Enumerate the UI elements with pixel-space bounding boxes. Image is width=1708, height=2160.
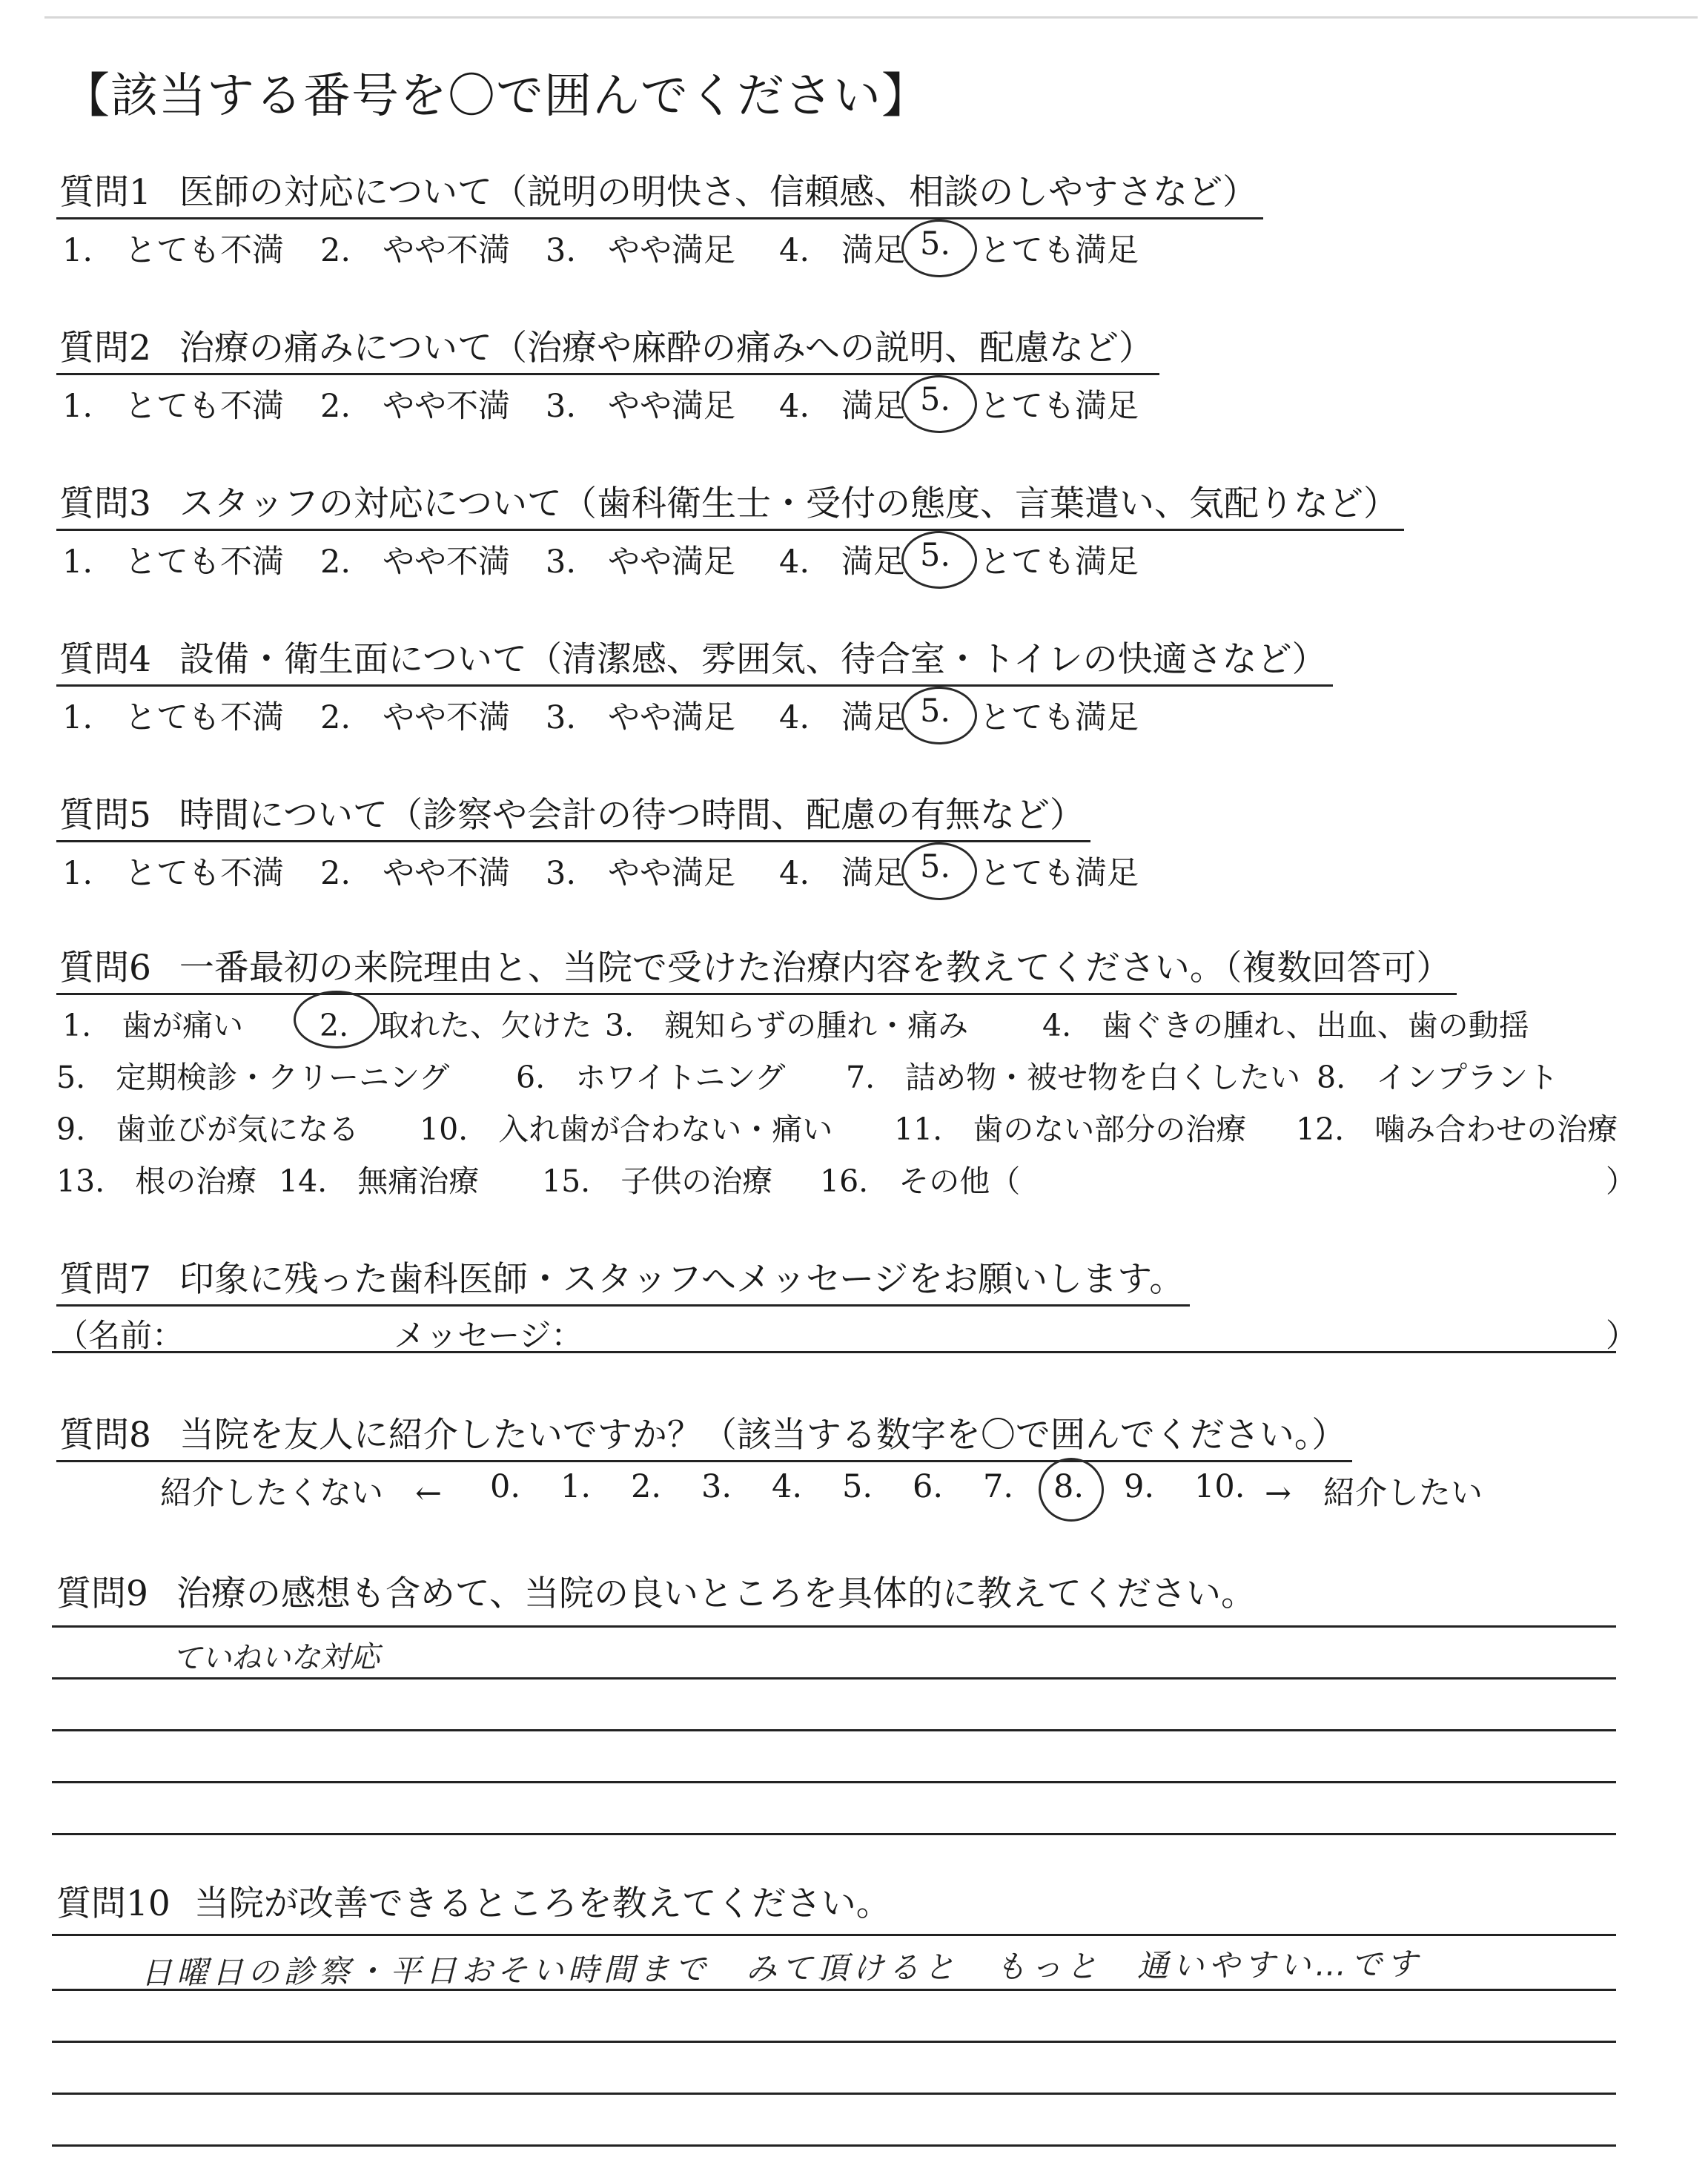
choice-3[interactable]: 3. やや満足 xyxy=(546,388,736,425)
question-title xyxy=(56,165,1263,219)
answer-circle xyxy=(901,375,977,433)
nps-option-6[interactable]: 6. xyxy=(913,1468,944,1505)
question-text: スタッフの対応について（歯科衛生士・受付の態度、言葉遣い、気配りなど） xyxy=(179,483,1398,524)
nps-option-7[interactable]: 7. xyxy=(983,1468,1014,1505)
question-title xyxy=(56,1252,1190,1307)
choice-2[interactable]: 2. やや不満 xyxy=(320,544,511,581)
nps-option-2[interactable]: 2. xyxy=(631,1468,662,1505)
q10-writing-line[interactable] xyxy=(52,1934,1616,1936)
q10-writing-line[interactable] xyxy=(52,2144,1616,2147)
choice-5[interactable]: 5. xyxy=(920,693,951,730)
choice-2[interactable]: 2. やや不満 xyxy=(320,232,511,269)
question-3 xyxy=(56,476,1404,581)
question-label: 質問10 xyxy=(56,1883,171,1924)
question-label: 質問8 xyxy=(59,1415,151,1456)
question-label: 質問3 xyxy=(59,483,151,524)
q6-option[interactable]: 1. 歯が痛い xyxy=(62,1008,244,1043)
choice-5-label: とても満足 xyxy=(979,544,1139,581)
choice-5-label: とても満足 xyxy=(979,232,1139,269)
question-text: 一番最初の来院理由と、当院で受けた治療内容を教えてください。（複数回答可） xyxy=(179,948,1452,988)
nps-option-4[interactable]: 4. xyxy=(772,1468,803,1505)
nps-option-3[interactable]: 3. xyxy=(701,1468,732,1505)
q6-option[interactable]: 10. 入れ歯が合わない・痛い xyxy=(420,1112,833,1147)
choice-2[interactable]: 2. やや不満 xyxy=(320,699,511,736)
nps-high-label: → 紹介したい xyxy=(1265,1475,1483,1512)
q10-writing-line[interactable] xyxy=(52,1989,1616,1991)
answer-circle xyxy=(1039,1458,1104,1522)
q10-writing-line[interactable] xyxy=(52,2041,1616,2043)
question-5 xyxy=(56,787,1139,892)
question-label: 質問4 xyxy=(59,639,151,680)
question-text: 設備・衛生面について（清潔感、雰囲気、待合室・トイレの快適さなど） xyxy=(179,639,1327,680)
question-1 xyxy=(56,165,1263,269)
question-title xyxy=(56,940,1457,995)
nps-option-8[interactable]: 8. xyxy=(1053,1468,1085,1505)
choice-5[interactable]: 5. xyxy=(920,537,951,574)
choice-3[interactable]: 3. やや満足 xyxy=(546,544,736,581)
q9-writing-line[interactable] xyxy=(52,1677,1616,1680)
q10-writing-line[interactable] xyxy=(52,2093,1616,2095)
q6-option[interactable]: 9. 歯並びが気になる xyxy=(56,1112,360,1147)
q10-handwritten-answer: 日曜日の診察・平日おそい時間まで みて頂けると もっと 通いやすい…です xyxy=(140,1945,1423,1992)
question-title xyxy=(56,1407,1352,1462)
question-text: 治療の痛みについて（治療や麻酔の痛みへの説明、配慮など） xyxy=(179,328,1154,369)
message-label: メッセージ： xyxy=(394,1318,583,1355)
question-10 xyxy=(56,1876,891,1926)
choice-5[interactable]: 5. xyxy=(920,848,951,885)
question-2 xyxy=(56,320,1159,425)
choice-5[interactable]: 5. xyxy=(920,381,951,418)
q9-writing-line[interactable] xyxy=(52,1625,1616,1628)
question-7 xyxy=(56,1252,1190,1307)
q9-handwritten-answer: ていねいな対応 xyxy=(171,1640,380,1676)
question-4 xyxy=(56,632,1333,736)
nps-option-10[interactable]: 10. xyxy=(1194,1468,1245,1505)
question-text: 医師の対応について（説明の明快さ、信頼感、相談のしやすさなど） xyxy=(179,172,1258,213)
choice-1[interactable]: 1. とても不満 xyxy=(62,232,285,269)
question-title xyxy=(56,787,1090,842)
q6-option[interactable]: 8. インプラント xyxy=(1317,1060,1559,1095)
question-label: 質問5 xyxy=(59,795,151,836)
question-title xyxy=(56,476,1404,531)
q9-writing-line[interactable] xyxy=(52,1729,1616,1731)
choice-1[interactable]: 1. とても不満 xyxy=(62,544,285,581)
question-text: 印象に残った歯科医師・スタッフへメッセージをお願いします。 xyxy=(179,1259,1185,1300)
choice-5-label: とても満足 xyxy=(979,699,1139,736)
answer-circle xyxy=(901,842,977,900)
answer-circle xyxy=(901,219,977,277)
question-8 xyxy=(56,1407,1352,1462)
q7-writing-line[interactable] xyxy=(52,1351,1616,1353)
q6-option[interactable]: 4. 歯ぐきの腫れ、出血、歯の動揺 xyxy=(1042,1008,1529,1043)
question-text: 当院が改善できるところを教えてください。 xyxy=(193,1883,891,1924)
q6-option[interactable]: 15. 子供の治療 xyxy=(542,1163,773,1199)
q6-option-other[interactable]: 16. その他（ xyxy=(820,1163,1021,1199)
q6-option[interactable]: 7. 詰め物・被せ物を白くしたい xyxy=(846,1060,1301,1095)
q6-option[interactable]: 12. 噛み合わせの治療 xyxy=(1296,1112,1618,1147)
question-label: 質問1 xyxy=(59,172,151,213)
question-text: 当院を友人に紹介したいですか？（該当する数字を〇で囲んでください。） xyxy=(179,1415,1347,1456)
question-label: 質問9 xyxy=(56,1573,148,1614)
name-label: （名前： xyxy=(56,1318,184,1355)
question-6 xyxy=(56,940,1457,995)
q6-option[interactable]: 13. 根の治療 xyxy=(56,1163,257,1199)
answer-circle xyxy=(294,991,380,1048)
question-label: 質問6 xyxy=(59,948,151,988)
q6-option[interactable]: 14. 無痛治療 xyxy=(279,1163,480,1199)
question-label: 質問2 xyxy=(59,328,151,369)
page-top-rule xyxy=(44,16,1698,19)
nps-option-5[interactable]: 5. xyxy=(842,1468,873,1505)
question-title xyxy=(56,320,1159,375)
choice-3[interactable]: 3. やや満足 xyxy=(546,699,736,736)
q6-option[interactable]: 3. 親知らずの腫れ・痛み xyxy=(605,1008,969,1043)
choice-1[interactable]: 1. とても不満 xyxy=(62,855,285,892)
close-paren: ） xyxy=(1606,1163,1636,1199)
choice-3[interactable]: 3. やや満足 xyxy=(546,855,736,892)
nps-option-9[interactable]: 9. xyxy=(1124,1468,1155,1505)
choice-4[interactable]: 4. 満足 xyxy=(779,855,906,892)
question-label: 質問7 xyxy=(59,1259,151,1300)
q6-option[interactable]: 2. 取れた、欠けた xyxy=(320,1008,592,1043)
choice-2[interactable]: 2. やや不満 xyxy=(320,388,511,425)
choice-2[interactable]: 2. やや不満 xyxy=(320,855,511,892)
q6-option[interactable]: 5. 定期検診・クリーニング xyxy=(56,1060,450,1095)
q6-option[interactable]: 11. 歯のない部分の治療 xyxy=(894,1112,1247,1147)
question-title xyxy=(56,632,1333,687)
choice-5-label: とても満足 xyxy=(979,855,1139,892)
answer-circle xyxy=(901,687,977,744)
choice-5-label: とても満足 xyxy=(979,388,1139,425)
choice-5[interactable]: 5. xyxy=(920,225,951,262)
q9-writing-line[interactable] xyxy=(52,1833,1616,1835)
nps-option-1[interactable]: 1. xyxy=(560,1468,592,1505)
choice-4[interactable]: 4. 満足 xyxy=(779,388,906,425)
choice-4[interactable]: 4. 満足 xyxy=(779,699,906,736)
choice-1[interactable]: 1. とても不満 xyxy=(62,699,285,736)
q9-writing-line[interactable] xyxy=(52,1781,1616,1783)
q6-option[interactable]: 6. ホワイトニング xyxy=(516,1060,786,1095)
nps-option-0[interactable]: 0. xyxy=(490,1468,521,1505)
instruction-heading: 【該当する番号を〇で囲んでください】 xyxy=(62,69,930,124)
choice-4[interactable]: 4. 満足 xyxy=(779,544,906,581)
question-text: 治療の感想も含めて、当院の良いところを具体的に教えてください。 xyxy=(176,1573,1256,1614)
nps-low-label: 紹介したくない ← xyxy=(160,1475,443,1512)
question-9 xyxy=(56,1566,1256,1616)
choice-4[interactable]: 4. 満足 xyxy=(779,232,906,269)
answer-circle xyxy=(901,531,977,589)
question-text: 時間について（診察や会計の待つ時間、配慮の有無など） xyxy=(179,795,1085,836)
choice-1[interactable]: 1. とても不満 xyxy=(62,388,285,425)
choice-3[interactable]: 3. やや満足 xyxy=(546,232,736,269)
close-paren: ） xyxy=(1606,1318,1638,1355)
